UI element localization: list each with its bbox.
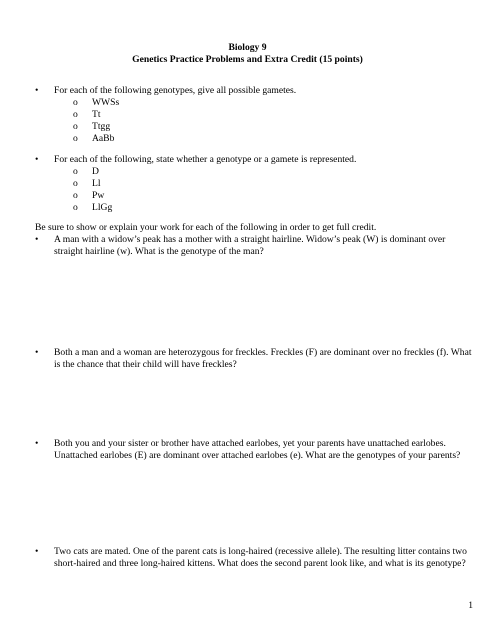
page-number: 1	[468, 600, 473, 611]
bullet-marker: •	[35, 85, 39, 96]
problem-text: Both you and your sister or brother have attached earlobes, yet your parents have unattached earlobes. Unattached earlobes (E) are dominant over attached earlobes (e). What are the genotypes of your parents?	[54, 438, 461, 462]
q1-item: Ttgg	[92, 121, 111, 132]
q1-item: AaBb	[92, 133, 115, 144]
instructions: Be sure to show or explain your work for each of the following in order to get full credit.	[35, 222, 377, 233]
sub-bullet-marker: o	[73, 190, 78, 201]
bullet-marker: •	[35, 546, 39, 557]
worksheet-title: Genetics Practice Problems and Extra Credit (15 points)	[132, 54, 363, 65]
sub-bullet-marker: o	[73, 97, 78, 108]
q2-item: LlGg	[92, 202, 113, 213]
bullet-marker: •	[35, 154, 39, 165]
sub-bullet-marker: o	[73, 133, 78, 144]
bullet-marker: •	[35, 438, 39, 449]
problem-text: Two cats are mated. One of the parent cats is long-haired (recessive allele). The resulting litter contains two short-haired and three long-haired kittens. What does the second parent look like, and what is its genotype?	[54, 546, 467, 570]
q2-item: D	[92, 166, 99, 177]
q2-item: Ll	[92, 178, 101, 189]
sub-bullet-marker: o	[73, 109, 78, 120]
sub-bullet-marker: o	[73, 166, 78, 177]
q2-item: Pw	[92, 190, 105, 201]
q1-item: WWSs	[92, 97, 120, 108]
problem-text: A man with a widow’s peak has a mother with a straight hairline. Widow’s peak (W) is dominant over straight hairline (w). What is the genotype of the man?	[54, 234, 446, 258]
q2-prompt: For each of the following, state whether a genotype or a gamete is represented.	[54, 154, 357, 165]
sub-bullet-marker: o	[73, 178, 78, 189]
sub-bullet-marker: o	[73, 202, 78, 213]
problem-text: Both a man and a woman are heterozygous for freckles. Freckles (F) are dominant over no freckles (f). What is the chance that their child will have freckles?	[54, 347, 472, 371]
bullet-marker: •	[35, 234, 39, 245]
sub-bullet-marker: o	[73, 121, 78, 132]
bullet-marker: •	[35, 347, 39, 358]
q1-item: Tt	[92, 109, 101, 120]
course-title: Biology 9	[228, 42, 267, 53]
q1-prompt: For each of the following genotypes, give all possible gametes.	[54, 85, 297, 96]
